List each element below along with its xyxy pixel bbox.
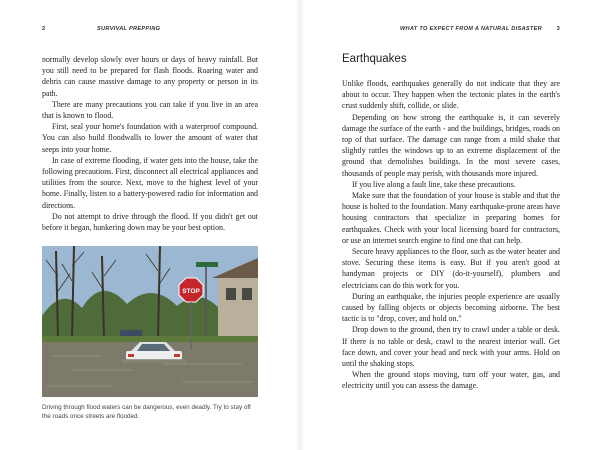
parked-car (120, 330, 142, 337)
right-paragraph: When the ground stops moving, turn off your water, gas, and electricity until you can assess the damage. (342, 370, 560, 391)
right-paragraph: If you live along a fault line, take these precautions. (352, 179, 516, 189)
right-paragraph: Depending on how strong the earthquake is, it can severely damage the surface of the earth - and the buildings, bridges, roads on top of that surface. The damage can range from a mild shake that slightly rattles the windows up to an extreme displacement of the ground that demolishes buildings. In the most severe cases, thousands of people may perish, with thousands more injured. (342, 112, 560, 178)
right-paragraph: Drop down to the ground, then try to crawl under a table or desk. If there is no table or desk, crawl to the nearest interior wall. Get face down, and cover your head and neck with your arms. Hold on until the shaking stops. (342, 325, 560, 369)
left-paragraph: First, seal your home's foundation with a waterproof compound. You can also build floodwalls to lower the amount of water that seeps into your home. (42, 122, 258, 154)
flood-photo-illustration (42, 246, 258, 397)
right-paragraph: Make sure that the foundation of your house is stable and that the house is bolted to the foundation. Many earthquake-prone areas have housing contractors that specialize in preparing homes for earthquakes. Check with your local licensing board for contractors, or use an internet search engine to find one that can help. (342, 191, 560, 245)
street-name-sign (196, 262, 218, 267)
house-window (226, 288, 236, 300)
left-running-head-title: SURVIVAL PREPPING (97, 26, 161, 32)
car-waterline (122, 359, 186, 363)
stop-sign-text: STOP (182, 288, 200, 295)
left-paragraph: normally develop slowly over hours or days of heavy rainfall. But you still need to be prepared for flash floods. Roaring water and debris can cause massive damage to any property or person in its path. (42, 55, 258, 98)
left-paragraph: There are many precautions you can take if you live in an area that is known to flood. (42, 99, 258, 121)
right-paragraph: Secure heavy appliances to the floor, such as the water heater and stove. Securing these items is easy. But if you aren't good at handyman projects or DIY (do-it-yourself), plumbers and electricians can do this work for you. (342, 247, 560, 290)
left-page-number: 2 (42, 26, 46, 32)
house-window (242, 288, 252, 300)
left-paragraph: In case of extreme flooding, if water gets into the house, take the following precautions. First, disconnect all electrical appliances and utilities from the source. Next, move to the highest level of your home. Finally, listen to a battery-powered radio for information and directions. (42, 155, 258, 210)
left-paragraph: Do not attempt to drive through the flood. If you didn't get out before it began, hunkering down may be your best option. (42, 211, 258, 233)
left-body-text (42, 54, 258, 233)
flood-photo (42, 246, 258, 397)
right-paragraph: Unlike floods, earthquakes generally do not indicate that they are about to occur. They happen when the tectonic plates in the earth's crust suddenly shift, collide, or slide. (342, 79, 560, 111)
right-running-head-title: WHAT TO EXPECT FROM A NATURAL DISASTER (399, 26, 542, 32)
photo-caption: Driving through flood waters can be dangerous, even deadly. Try to stay off the roads once streets are flooded. (42, 404, 251, 420)
right-page-number: 3 (556, 26, 560, 32)
house (218, 276, 258, 340)
right-paragraph: During an earthquake, the injuries people experience are usually caused by falling objects or objects becoming airborne. The best tactic is to "drop, cover, and hold on." (342, 291, 560, 324)
right-page (300, 0, 600, 450)
right-body-text (342, 78, 560, 392)
section-heading: Earthquakes (342, 53, 407, 65)
